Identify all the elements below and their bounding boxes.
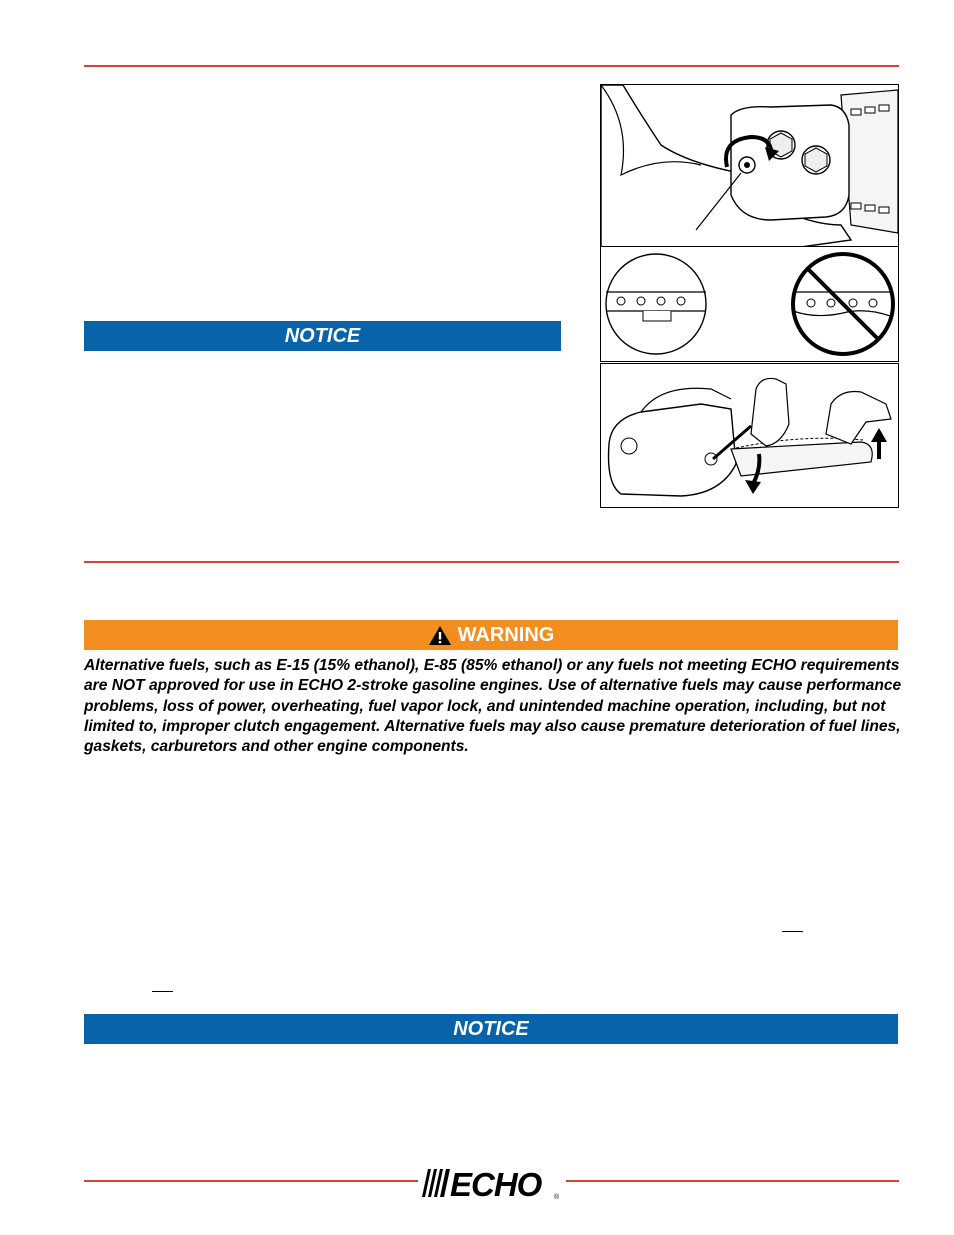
warning-label: WARNING <box>457 623 555 646</box>
notice-label: NOTICE <box>284 324 361 347</box>
notice-banner-bottom <box>84 1014 898 1044</box>
top-rule <box>84 65 899 67</box>
figure-chain-sag <box>600 246 899 362</box>
warning-triangle-icon <box>428 625 452 646</box>
underline-mark <box>152 991 173 992</box>
footer-rule-right <box>566 1180 899 1182</box>
figure-tension-screw <box>600 84 899 248</box>
echo-logo-mark <box>420 1166 564 1200</box>
notice-banner-top <box>84 321 561 351</box>
underline-mark <box>782 931 803 932</box>
notice-label: NOTICE <box>453 1017 529 1040</box>
section-rule <box>84 561 899 563</box>
echo-logo-text: ECHO <box>450 1166 542 1200</box>
registered-mark: ® <box>554 1194 560 1200</box>
footer-rule-left <box>84 1180 418 1182</box>
echo-logo <box>420 1166 564 1200</box>
warning-banner <box>84 620 898 650</box>
figure-pull-chain <box>600 363 899 508</box>
warning-text: Alternative fuels, such as E-15 (15% ethanol), E-85 (85% ethanol) or any fuels not meeting ECHO requirements are NOT approved for use in ECHO 2-stroke gasoline engines. Use of alternative fuels may cause performance problems, loss of power, overheating, fuel vapor lock, and unintended machine operation, including, but not limited to, improper clutch engagement. Alternative fuels may also cause premature deterioration of fuel lines, gaskets, carburetors and other engine components. <box>84 657 902 756</box>
